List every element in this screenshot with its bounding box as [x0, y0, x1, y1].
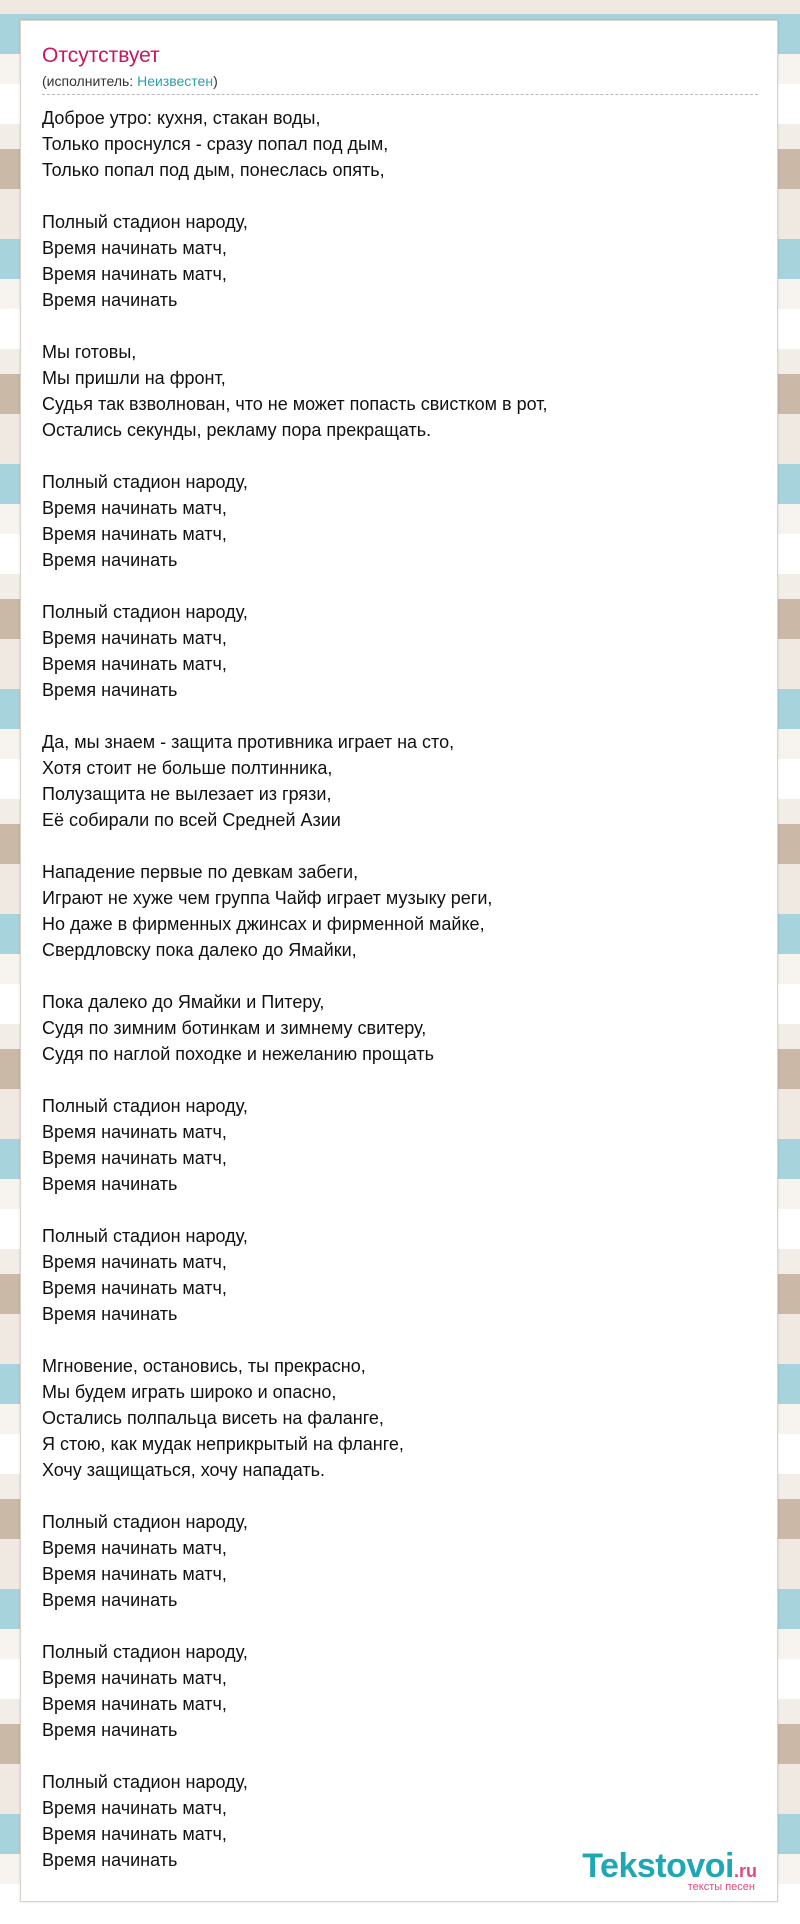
lyric-line: Время начинать: [42, 550, 178, 570]
stanza-gap: [42, 963, 758, 989]
stanza-gap: [42, 183, 758, 209]
lyric-line: Мы пришли на фронт,: [42, 368, 226, 388]
lyric-line: Время начинать: [42, 1720, 178, 1740]
lyric-line: Время начинать матч,: [42, 1668, 227, 1688]
lyric-line: Доброе утро: кухня, стакан воды,: [42, 108, 321, 128]
lyric-line: Мгновение, остановись, ты прекрасно,: [42, 1356, 366, 1376]
stanza-gap: [42, 1743, 758, 1769]
stanza-gap: [42, 1197, 758, 1223]
artist-line: [42, 72, 218, 90]
lyric-line: Время начинать: [42, 1304, 178, 1324]
logo-tagline: тексты песен: [687, 1881, 755, 1893]
logo-domain: .ru: [733, 1861, 757, 1881]
lyric-line: Время начинать матч,: [42, 654, 227, 674]
lyric-line: Время начинать: [42, 680, 178, 700]
stanza-gap: [42, 313, 758, 339]
stanza-gap: [42, 833, 758, 859]
lyric-line: Полный стадион народу,: [42, 1226, 248, 1246]
lyric-line: Время начинать матч,: [42, 264, 227, 284]
lyric-line: Судя по зимним ботинкам и зимнему свитеру,: [42, 1018, 427, 1038]
lyric-line: Полный стадион народу,: [42, 1642, 248, 1662]
lyric-line: Полный стадион народу,: [42, 1772, 248, 1792]
lyrics-card: [20, 20, 778, 1902]
artist-suffix: ): [213, 73, 218, 89]
stanza-gap: [42, 1613, 758, 1639]
lyric-line: Время начинать матч,: [42, 1824, 227, 1844]
lyric-line: Но даже в фирменных джинсах и фирменной майке,: [42, 914, 485, 934]
lyric-line: Нападение первые по девкам забеги,: [42, 862, 359, 882]
lyric-line: Хочу защищаться, хочу нападать.: [42, 1460, 325, 1480]
lyric-line: Полный стадион народу,: [42, 1512, 248, 1532]
lyric-line: Судя по наглой походке и нежеланию прощать: [42, 1044, 434, 1064]
stanza-gap: [42, 1067, 758, 1093]
lyric-line: Да, мы знаем - защита противника играет на сто,: [42, 732, 455, 752]
artist-link[interactable]: Неизвестен: [137, 73, 214, 89]
lyric-line: Только проснулся - сразу попал под дым,: [42, 134, 389, 154]
lyric-line: Только попал под дым, понеслась опять,: [42, 160, 385, 180]
lyric-line: Играют не хуже чем группа Чайф играет музыку реги,: [42, 888, 493, 908]
lyric-line: Мы будем играть широко и опасно,: [42, 1382, 337, 1402]
lyric-line: Время начинать матч,: [42, 1278, 227, 1298]
lyric-line: Я стою, как мудак неприкрытый на фланге,: [42, 1434, 404, 1454]
lyric-line: Время начинать матч,: [42, 1252, 227, 1272]
lyric-line: Время начинать матч,: [42, 238, 227, 258]
stanza-gap: [42, 1483, 758, 1509]
lyric-line: Время начинать: [42, 290, 178, 310]
lyric-line: Время начинать матч,: [42, 1564, 227, 1584]
lyric-line: Полный стадион народу,: [42, 212, 248, 232]
lyric-line: Свердловску пока далеко до Ямайки,: [42, 940, 357, 960]
lyric-line: Полный стадион народу,: [42, 602, 248, 622]
title-divider: [42, 94, 758, 95]
song-title: Отсутствует: [42, 44, 160, 67]
lyric-line: Полный стадион народу,: [42, 1096, 248, 1116]
site-logo[interactable]: [582, 1849, 757, 1893]
stanza-gap: [42, 443, 758, 469]
lyric-line: Время начинать: [42, 1850, 178, 1870]
lyric-line: Время начинать матч,: [42, 524, 227, 544]
lyric-line: Её собирали по всей Средней Азии: [42, 810, 341, 830]
lyric-line: Время начинать матч,: [42, 1122, 227, 1142]
lyric-line: Время начинать матч,: [42, 498, 227, 518]
lyrics-text: [42, 105, 758, 1873]
stanza-gap: [42, 1327, 758, 1353]
lyric-line: Полузащита не вылезает из грязи,: [42, 784, 332, 804]
lyric-line: Остались полпальца висеть на фаланге,: [42, 1408, 384, 1428]
stanza-gap: [42, 703, 758, 729]
lyric-line: Время начинать: [42, 1590, 178, 1610]
stanza-gap: [42, 573, 758, 599]
logo-wordmark: Tekstovoi: [582, 1847, 734, 1885]
lyric-line: Время начинать матч,: [42, 628, 227, 648]
lyric-line: Время начинать матч,: [42, 1798, 227, 1818]
lyric-line: Судья так взволнован, что не может попасть свистком в рот,: [42, 394, 548, 414]
artist-prefix: (исполнитель:: [42, 73, 138, 89]
lyric-line: Полный стадион народу,: [42, 472, 248, 492]
lyric-line: Время начинать: [42, 1174, 178, 1194]
lyric-line: Время начинать матч,: [42, 1694, 227, 1714]
lyric-line: Пока далеко до Ямайки и Питеру,: [42, 992, 325, 1012]
lyric-line: Хотя стоит не больше полтинника,: [42, 758, 333, 778]
lyric-line: Мы готовы,: [42, 342, 137, 362]
lyric-line: Время начинать матч,: [42, 1148, 227, 1168]
lyric-line: Время начинать матч,: [42, 1538, 227, 1558]
lyric-line: Остались секунды, рекламу пора прекращать.: [42, 420, 432, 440]
